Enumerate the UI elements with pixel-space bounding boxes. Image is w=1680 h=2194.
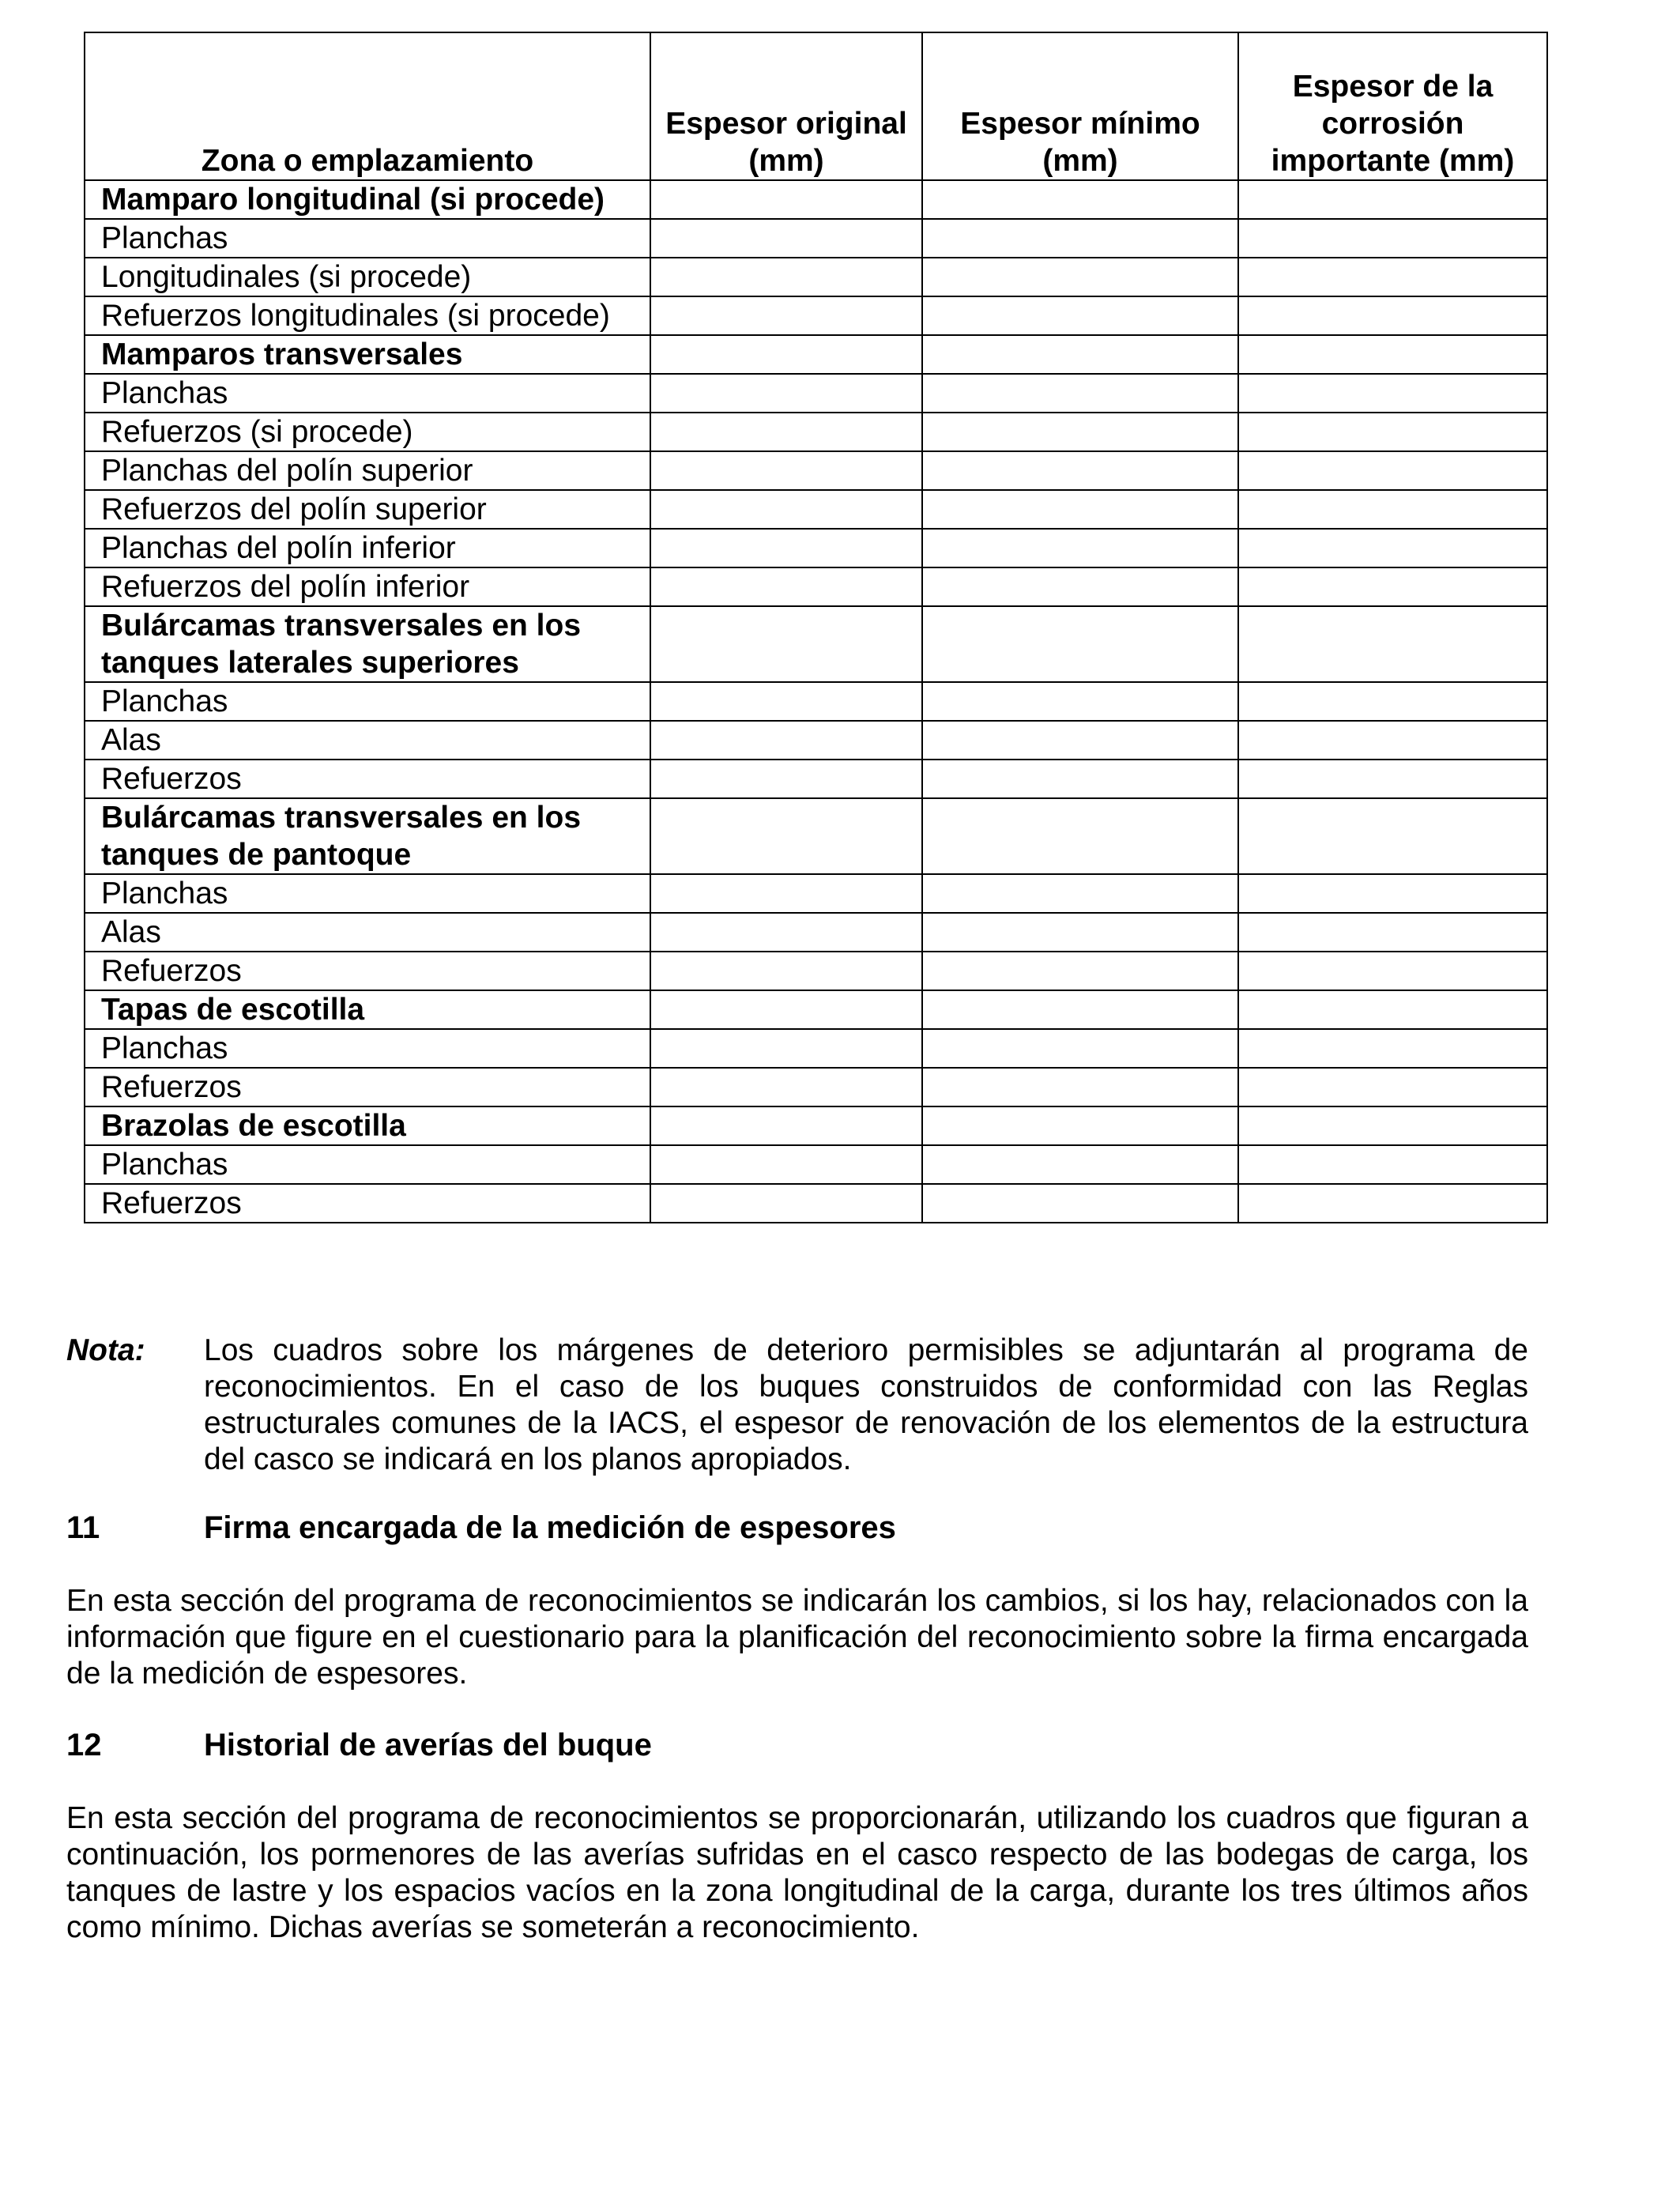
cell-espesor-original	[650, 1029, 922, 1068]
cell-espesor-original	[650, 1184, 922, 1223]
table-row	[85, 721, 1547, 760]
cell-espesor-minimo	[922, 219, 1238, 258]
cell-espesor-minimo	[922, 180, 1238, 219]
cell-espesor-corrosion	[1238, 1068, 1547, 1106]
cell-espesor-minimo	[922, 1029, 1238, 1068]
cell-espesor-minimo	[922, 529, 1238, 567]
cell-espesor-corrosion	[1238, 335, 1547, 374]
table-row	[85, 606, 1547, 682]
row-label: Refuerzos	[85, 760, 650, 798]
cell-espesor-original	[650, 721, 922, 760]
table-row	[85, 682, 1547, 721]
row-label: Tapas de escotilla	[85, 990, 650, 1029]
table-row	[85, 413, 1547, 451]
header-espesor-minimo: Espesor mínimo (mm)	[922, 32, 1238, 180]
cell-espesor-corrosion	[1238, 180, 1547, 219]
cell-espesor-minimo	[922, 1184, 1238, 1223]
table-row	[85, 374, 1547, 413]
row-label: Planchas	[85, 1029, 650, 1068]
table-row	[85, 1068, 1547, 1106]
cell-espesor-original	[650, 952, 922, 990]
cell-espesor-original	[650, 451, 922, 490]
table-row	[85, 1184, 1547, 1223]
table-row	[85, 490, 1547, 529]
cell-espesor-minimo	[922, 682, 1238, 721]
table-body	[85, 180, 1547, 1223]
table-row	[85, 335, 1547, 374]
row-label: Brazolas de escotilla	[85, 1106, 650, 1145]
table-row	[85, 567, 1547, 606]
cell-espesor-corrosion	[1238, 413, 1547, 451]
header-zona: Zona o emplazamiento	[85, 32, 650, 180]
cell-espesor-original	[650, 874, 922, 913]
row-label: Bulárcamas transversales en los tanques de pantoque	[85, 798, 650, 874]
table-row	[85, 1145, 1547, 1184]
cell-espesor-corrosion	[1238, 374, 1547, 413]
row-label: Mamparo longitudinal (si procede)	[85, 180, 650, 219]
cell-espesor-minimo	[922, 721, 1238, 760]
cell-espesor-minimo	[922, 1068, 1238, 1106]
row-label: Bulárcamas transversales en los tanques laterales superiores	[85, 606, 650, 682]
row-label: Planchas	[85, 219, 650, 258]
cell-espesor-original	[650, 682, 922, 721]
row-label: Planchas	[85, 682, 650, 721]
cell-espesor-minimo	[922, 296, 1238, 335]
cell-espesor-minimo	[922, 490, 1238, 529]
table-row	[85, 219, 1547, 258]
row-label: Planchas	[85, 874, 650, 913]
row-label: Refuerzos (si procede)	[85, 413, 650, 451]
cell-espesor-minimo	[922, 606, 1238, 682]
cell-espesor-corrosion	[1238, 490, 1547, 529]
row-label: Mamparos transversales	[85, 335, 650, 374]
cell-espesor-original	[650, 760, 922, 798]
cell-espesor-corrosion	[1238, 451, 1547, 490]
table-row	[85, 1106, 1547, 1145]
section-11-title: Firma encargada de la medición de espesores	[204, 1510, 896, 1545]
cell-espesor-minimo	[922, 1145, 1238, 1184]
cell-espesor-original	[650, 567, 922, 606]
cell-espesor-minimo	[922, 760, 1238, 798]
table-row	[85, 451, 1547, 490]
cell-espesor-corrosion	[1238, 1029, 1547, 1068]
cell-espesor-minimo	[922, 913, 1238, 952]
cell-espesor-corrosion	[1238, 219, 1547, 258]
cell-espesor-corrosion	[1238, 760, 1547, 798]
cell-espesor-corrosion	[1238, 567, 1547, 606]
cell-espesor-minimo	[922, 990, 1238, 1029]
table-row	[85, 798, 1547, 874]
cell-espesor-minimo	[922, 874, 1238, 913]
cell-espesor-corrosion	[1238, 606, 1547, 682]
cell-espesor-corrosion	[1238, 529, 1547, 567]
note	[66, 1333, 1528, 1478]
table-row	[85, 990, 1547, 1029]
row-label: Refuerzos longitudinales (si procede)	[85, 296, 650, 335]
row-label: Refuerzos del polín superior	[85, 490, 650, 529]
header-espesor-original: Espesor original (mm)	[650, 32, 922, 180]
row-label: Longitudinales (si procede)	[85, 258, 650, 296]
table-row	[85, 529, 1547, 567]
row-label: Alas	[85, 721, 650, 760]
table-row	[85, 1029, 1547, 1068]
table-header-row	[85, 32, 1547, 180]
row-label: Planchas del polín inferior	[85, 529, 650, 567]
cell-espesor-original	[650, 990, 922, 1029]
cell-espesor-corrosion	[1238, 798, 1547, 874]
thickness-table	[84, 32, 1548, 1223]
cell-espesor-original	[650, 296, 922, 335]
cell-espesor-original	[650, 258, 922, 296]
cell-espesor-original	[650, 413, 922, 451]
cell-espesor-minimo	[922, 1106, 1238, 1145]
cell-espesor-original	[650, 335, 922, 374]
cell-espesor-minimo	[922, 413, 1238, 451]
table-row	[85, 760, 1547, 798]
row-label: Refuerzos	[85, 952, 650, 990]
note-text: Los cuadros sobre los márgenes de deterioro permisibles se adjuntarán al programa de reconocimientos. En el caso de los buques construidos de conformidad con las Reglas estructurales comunes de la IACS, el espesor de renovación de los elementos de la estructura del casco se indicará en los planos apropiados.	[204, 1333, 1528, 1476]
cell-espesor-corrosion	[1238, 913, 1547, 952]
cell-espesor-corrosion	[1238, 296, 1547, 335]
section-11-heading	[66, 1510, 896, 1546]
section-12-heading	[66, 1727, 652, 1763]
row-label: Planchas	[85, 374, 650, 413]
cell-espesor-minimo	[922, 567, 1238, 606]
cell-espesor-original	[650, 180, 922, 219]
cell-espesor-original	[650, 219, 922, 258]
cell-espesor-original	[650, 913, 922, 952]
cell-espesor-minimo	[922, 335, 1238, 374]
section-12-title: Historial de averías del buque	[204, 1728, 652, 1762]
cell-espesor-minimo	[922, 374, 1238, 413]
cell-espesor-corrosion	[1238, 952, 1547, 990]
note-label: Nota:	[66, 1333, 145, 1367]
cell-espesor-original	[650, 490, 922, 529]
row-label: Planchas del polín superior	[85, 451, 650, 490]
cell-espesor-corrosion	[1238, 990, 1547, 1029]
cell-espesor-minimo	[922, 952, 1238, 990]
section-11-number: 11	[66, 1510, 100, 1545]
cell-espesor-corrosion	[1238, 721, 1547, 760]
cell-espesor-original	[650, 374, 922, 413]
table-row	[85, 952, 1547, 990]
table-row	[85, 180, 1547, 219]
cell-espesor-corrosion	[1238, 874, 1547, 913]
cell-espesor-corrosion	[1238, 1106, 1547, 1145]
cell-espesor-original	[650, 1145, 922, 1184]
cell-espesor-minimo	[922, 451, 1238, 490]
row-label: Refuerzos	[85, 1068, 650, 1106]
section-11-text: En esta sección del programa de reconocimientos se indicarán los cambios, si los hay, relacionados con la información que figure en el cuestionario para la planificación del reconocimiento sobre la firma encargada de la medición de espesores.	[66, 1584, 1528, 1691]
cell-espesor-minimo	[922, 798, 1238, 874]
row-label: Refuerzos	[85, 1184, 650, 1223]
cell-espesor-original	[650, 1106, 922, 1145]
cell-espesor-corrosion	[1238, 1184, 1547, 1223]
cell-espesor-corrosion	[1238, 258, 1547, 296]
table-row	[85, 296, 1547, 335]
row-label: Refuerzos del polín inferior	[85, 567, 650, 606]
cell-espesor-original	[650, 529, 922, 567]
cell-espesor-original	[650, 1068, 922, 1106]
header-espesor-corrosion: Espesor de la corrosión importante (mm)	[1238, 32, 1547, 180]
table-row	[85, 913, 1547, 952]
section-12-number: 12	[66, 1728, 102, 1762]
cell-espesor-minimo	[922, 258, 1238, 296]
row-label: Alas	[85, 913, 650, 952]
cell-espesor-corrosion	[1238, 682, 1547, 721]
cell-espesor-original	[650, 798, 922, 874]
cell-espesor-corrosion	[1238, 1145, 1547, 1184]
table-row	[85, 258, 1547, 296]
cell-espesor-original	[650, 606, 922, 682]
table-row	[85, 874, 1547, 913]
section-12-text: En esta sección del programa de reconocimientos se proporcionarán, utilizando los cuadros que figuran a continuación, los pormenores de las averías sufridas en el casco respecto de las bodegas de carga, los tanques de lastre y los espacios vacíos en la zona longitudinal de la carga, durante los tres últimos años como mínimo. Dichas averías se someterán a reconocimiento.	[66, 1801, 1528, 1944]
row-label: Planchas	[85, 1145, 650, 1184]
